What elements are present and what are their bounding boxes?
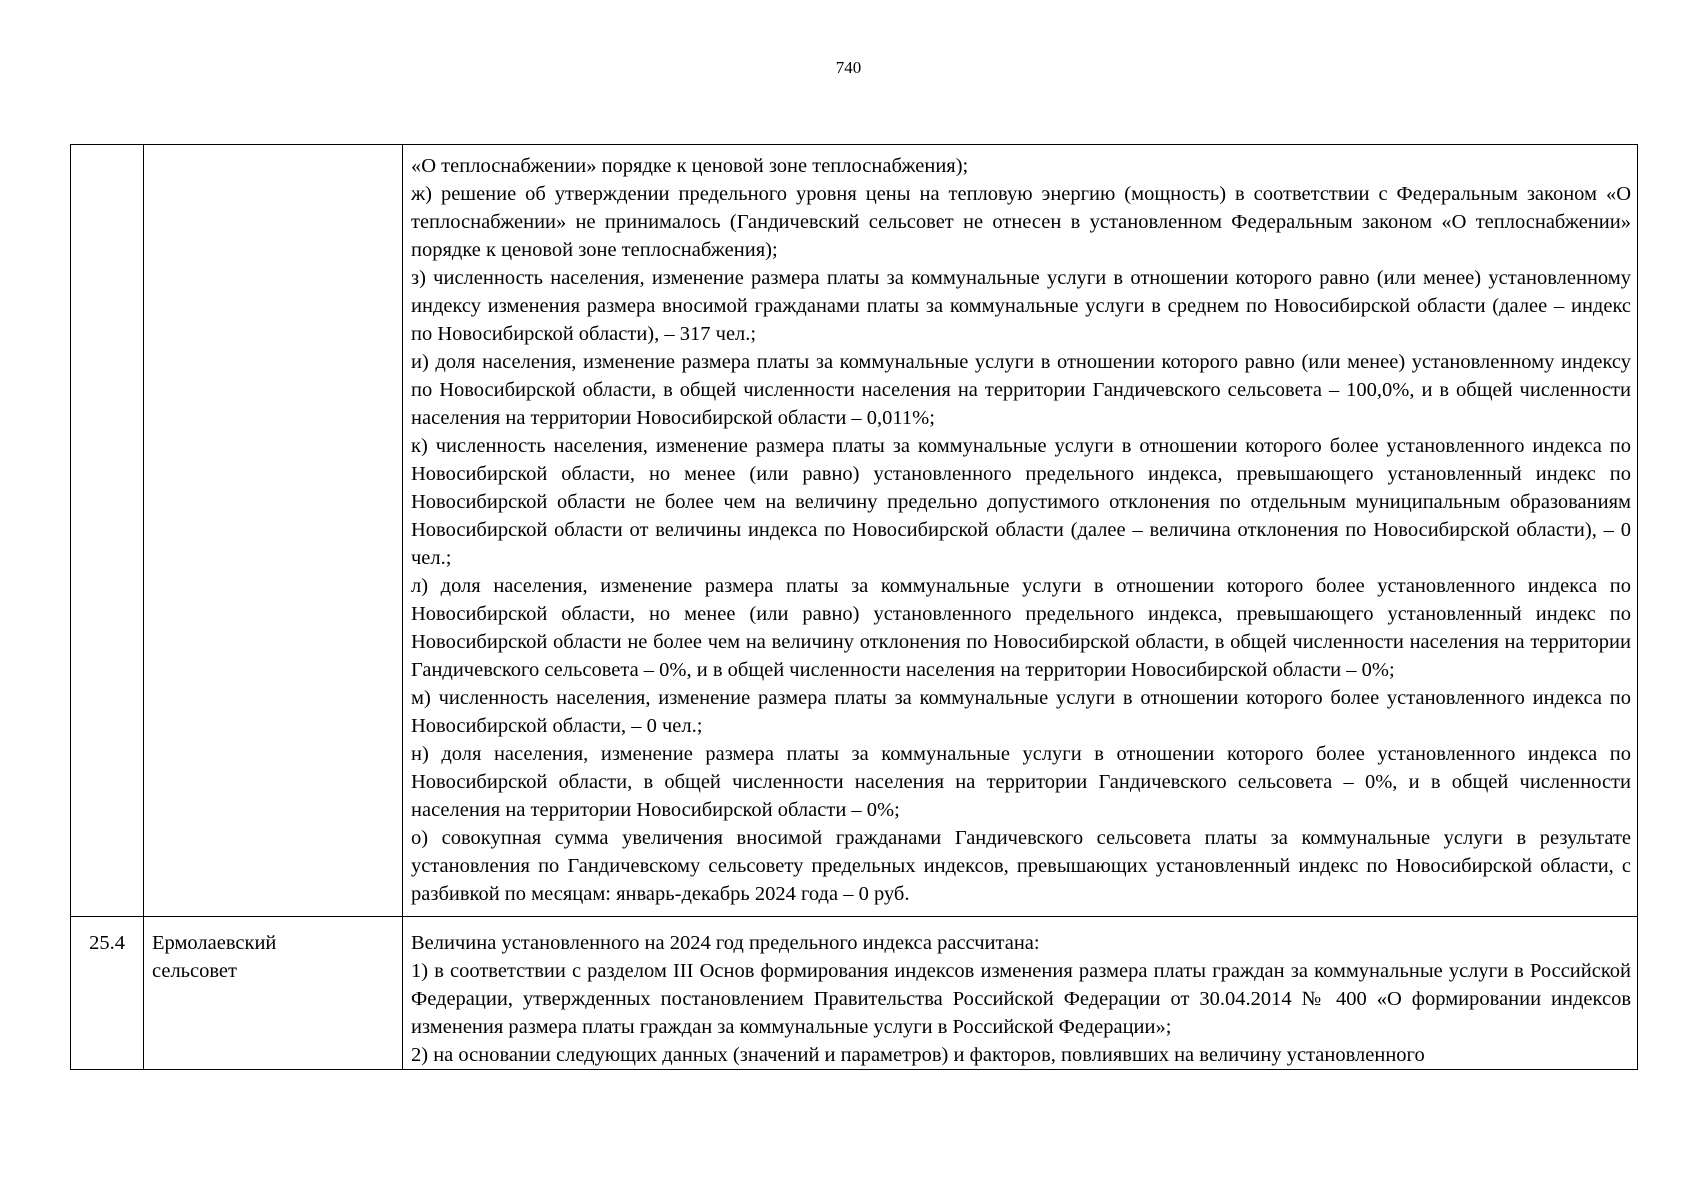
table-row	[71, 145, 1638, 917]
page-number: 740	[835, 58, 862, 77]
paragraph: л) доля населения, изменение размера платы за коммунальные услуги в отношении которого более установленного индекса по Новосибирской области, но менее (или равно) установленного предельного индекса, превышающего установленный индекс по Новосибирской области не более чем на величину отклонения по Новосибирской области, в общей численности населения на территории Гандичевского сельсовета – 0%, и в общей численности населения на территории Новосибирской области – 0%;	[411, 575, 1631, 681]
table-row	[71, 917, 1638, 1070]
paragraph: о) совокупная сумма увеличения вносимой гражданами Гандичевского сельсовета платы за коммунальные услуги в результате установления по Гандичевскому сельсовету предельных индексов, превышающих установленный индекс по Новосибирской области, с разбивкой по месяцам: январь-декабрь 2024 года – 0 руб.	[411, 827, 1631, 905]
row-number-cell: 25.4	[71, 917, 144, 1070]
paragraph: и) доля населения, изменение размера платы за коммунальные услуги в отношении которого равно (или менее) установленному индексу по Новосибирской области, в общей численности населения на территории Гандичевского сельсовета – 100,0%, и в общей численности населения на территории Новосибирской области – 0,011%;	[411, 351, 1631, 429]
paragraph: м) численность населения, изменение размера платы за коммунальные услуги в отношении которого более установленного индекса по Новосибирской области, – 0 чел.;	[411, 687, 1631, 737]
municipal-index-table	[70, 144, 1638, 1070]
paragraph: «О теплоснабжении» порядке к ценовой зоне теплоснабжения);	[411, 155, 969, 177]
paragraph: з) численность населения, изменение размера платы за коммунальные услуги в отношении которого равно (или менее) установленному индексу изменения размера вносимой гражданами платы за коммунальные услуги в среднем по Новосибирской области (далее – индекс по Новосибирской области), – 317 чел.;	[411, 267, 1631, 345]
paragraph: 1) в соответствии с разделом III Основ формирования индексов изменения размера платы граждан за коммунальные услуги в Российской Федерации, утвержденных постановлением Правительства Российской Федерации от 30.04.2014 № 400 «О формировании индексов изменения размера платы граждан за коммунальные услуги в Российской Федерации»;	[411, 960, 1631, 1038]
paragraph: 2) на основании следующих данных (значений и параметров) и факторов, повлиявших на величину установленного	[411, 1044, 1425, 1066]
row-number-cell	[71, 145, 144, 917]
paragraph: Величина установленного на 2024 год предельного индекса рассчитана:	[411, 932, 1040, 954]
municipality-name-cell	[144, 145, 403, 917]
description-cell	[403, 145, 1638, 917]
description-cell	[403, 917, 1638, 1070]
paragraph: н) доля населения, изменение размера платы за коммунальные услуги в отношении которого более установленного индекса по Новосибирской области, в общей численности населения на территории Гандичевского сельсовета – 0%, и в общей численности населения на территории Новосибирской области – 0%;	[411, 743, 1631, 821]
municipality-name-line: сельсовет	[152, 960, 237, 982]
municipality-name-line: Ермолаевский	[152, 932, 277, 954]
paragraph: к) численность населения, изменение размера платы за коммунальные услуги в отношении которого более установленного индекса по Новосибирской области, но менее (или равно) установленного предельного индекса, превышающего установленный индекс по Новосибирской области не более чем на величину предельно допустимого отклонения по отдельным муниципальным образованиям Новосибирской области от величины индекса по Новосибирской области (далее – величина отклонения по Новосибирской области), – 0 чел.;	[411, 435, 1631, 569]
paragraph: ж) решение об утверждении предельного уровня цены на тепловую энергию (мощность) в соответствии с Федеральным законом «О теплоснабжении» не принималось (Гандичевский сельсовет не отнесен в установленном Федеральным законом «О теплоснабжении» порядке к ценовой зоне теплоснабжения);	[411, 183, 1631, 261]
municipality-name-cell	[144, 917, 403, 1070]
